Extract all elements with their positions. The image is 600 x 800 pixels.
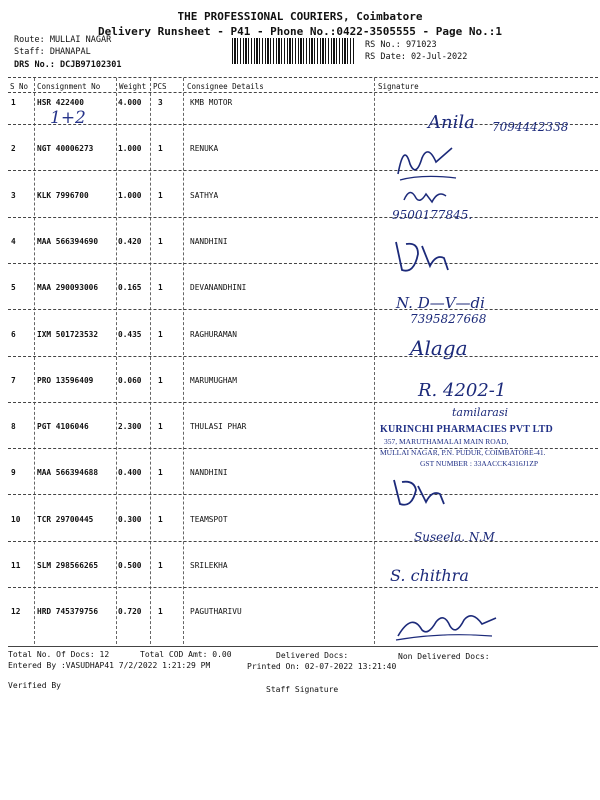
row8-signature: tamilarasi: [452, 406, 508, 419]
row-consignment-no: MAA 290093006: [37, 283, 99, 293]
row-sno: 4: [11, 236, 16, 246]
company-title: THE PROFESSIONAL COURIERS, Coimbatore: [177, 10, 423, 23]
row-consignee-name: RAGHURAMAN: [190, 329, 237, 339]
row-sno: 1: [11, 98, 16, 107]
row-consignment-no: SLM 298566265: [37, 561, 99, 570]
printed-on: Printed On: 02-07-2022 13:21:40: [247, 662, 397, 671]
row-weight: 0.435: [118, 329, 142, 339]
row-separator: [8, 263, 598, 264]
row-consignee-name: TEAMSPOT: [190, 514, 228, 524]
rs-date: RS Date: 02-Jul-2022: [365, 52, 468, 62]
row10-signature: Suseela. N.M: [414, 530, 495, 544]
col-divider: [150, 78, 151, 644]
row-consignment-no: MAA 566394688: [37, 468, 99, 478]
row3-phone: 9500177845.: [392, 208, 473, 222]
row-sno: 3: [11, 190, 16, 200]
col-consignee-header: Consignee Details: [187, 82, 264, 91]
row-consignment-no: KLK 7996700: [37, 190, 89, 200]
row-consignment-no: PGT 4106046: [37, 422, 89, 432]
row-sno: 7: [11, 375, 16, 385]
table-bottom-rule: [8, 646, 598, 647]
row-weight: 0.300: [118, 514, 142, 524]
row-weight: 0.720: [118, 607, 142, 617]
col-divider: [183, 78, 184, 644]
row-pcs: 3: [158, 98, 163, 107]
stamp-company-name: KURINCHI PHARMACIES PVT LTD: [380, 424, 553, 435]
row-sno: 6: [11, 329, 16, 339]
row-sno: 2: [11, 144, 16, 154]
row-weight: 0.400: [118, 468, 142, 478]
staff-label: Staff: DHANAPAL: [14, 47, 91, 57]
col-sno-header: S No: [10, 82, 29, 91]
row-weight: 2.300: [118, 422, 142, 432]
row-sno: 5: [11, 283, 16, 293]
row-consignment-no: HSR 422400: [37, 98, 84, 107]
row-sno: 11: [11, 561, 21, 570]
stamp-gst-number: GST NUMBER : 33AACCK4316J1ZP: [420, 459, 539, 468]
row-separator: [8, 541, 598, 542]
col-divider: [116, 78, 117, 644]
col-divider: [34, 78, 35, 644]
row-consignee-name: NANDHINI: [190, 236, 228, 246]
col-signature-header: Signature: [378, 82, 419, 91]
row-weight: 0.060: [118, 375, 142, 385]
row-weight: 4.000: [118, 98, 142, 107]
row-separator: [8, 402, 598, 403]
row9-signature-scribble: [390, 476, 460, 510]
row1-signature: Anila: [428, 112, 475, 133]
row-consignee-name: THULASI PHAR: [190, 422, 247, 432]
row5-phone: 7395827668: [410, 312, 487, 326]
row1-phone: 7094442338: [492, 120, 569, 134]
col-consignment-header: Consignment No: [37, 82, 101, 91]
row5-signature: N. D—V—di: [396, 294, 485, 312]
delivered-docs: Delivered Docs:: [276, 651, 349, 660]
col-weight-header: Weight: [119, 82, 147, 91]
row-consignment-no: MAA 566394690: [37, 236, 99, 246]
row-sno: 12: [11, 607, 21, 617]
row12-signature-scribble: [392, 606, 502, 642]
row-weight: 1.000: [118, 190, 142, 200]
row-pcs: 1: [158, 422, 163, 432]
row1-handwritten-note: 1+2: [50, 108, 86, 128]
row-pcs: 1: [158, 514, 163, 524]
drs-number: DRS No.: DCJB97102301: [14, 60, 122, 70]
row-consignee-name: KMB MOTOR: [190, 98, 233, 107]
barcode: [232, 38, 354, 64]
stamp-address-line: MULLAI NAGAR, P.N. PUDUR, COIMBATORE-41.: [380, 448, 546, 457]
row-sno: 8: [11, 422, 16, 432]
table-header-rule: [8, 92, 598, 93]
row3-signature-scribble: [400, 182, 450, 208]
row-consignment-no: IXM 501723532: [37, 329, 99, 339]
row-consignee-name: SATHYA: [190, 190, 219, 200]
staff-signature-label: Staff Signature: [266, 685, 339, 694]
row11-signature: S. chithra: [390, 566, 469, 585]
row-separator: [8, 356, 598, 357]
total-cod-amount: Total COD Amt: 0.00: [140, 650, 232, 659]
company-stamp: [380, 424, 595, 468]
row-separator: [8, 217, 598, 218]
row-consignee-name: MARUMUGHAM: [190, 375, 237, 385]
row-pcs: 1: [158, 607, 163, 617]
row-consignment-no: PRO 13596409: [37, 375, 94, 385]
row-pcs: 1: [158, 375, 163, 385]
row2-signature-scribble: [392, 134, 462, 184]
route-label: Route: MULLAI NAGAR: [14, 35, 112, 45]
row-separator: [8, 494, 598, 495]
row-weight: 0.165: [118, 283, 142, 293]
runsheet-subtitle: Delivery Runsheet - P41 - Phone No.:0422-3505555 - Page No.:1: [98, 25, 502, 38]
row-pcs: 1: [158, 236, 163, 246]
row7-signature: R. 4202-1: [418, 380, 507, 401]
row-sno: 10: [11, 514, 21, 524]
row-consignment-no: NGT 40006273: [37, 144, 94, 154]
row-consignee-name: NANDHINI: [190, 468, 228, 478]
row4-signature-scribble: [392, 236, 462, 276]
stamp-address-line: 357, MARUTHAMALAI MAIN ROAD,: [384, 437, 509, 446]
row-consignee-name: SRILEKHA: [190, 561, 228, 570]
row-consignee-name: DEVANANDHINI: [190, 283, 247, 293]
row-consignment-no: TCR 29700445: [37, 514, 94, 524]
row-pcs: 1: [158, 329, 163, 339]
row-consignee-name: RENUKA: [190, 144, 219, 154]
col-pcs-header: PCS: [153, 82, 167, 91]
row-separator: [8, 587, 598, 588]
row-pcs: 1: [158, 190, 163, 200]
table-top-rule: [8, 77, 598, 78]
row6-signature: Alaga: [410, 336, 468, 360]
row-consignment-no: HRD 745379756: [37, 607, 99, 617]
row-weight: 0.500: [118, 561, 142, 570]
entered-by: Entered By :VASUDHAP41 7/2/2022 1:21:29 PM: [8, 661, 211, 670]
row-pcs: 1: [158, 561, 163, 570]
row-consignee-name: PAGUTHARIVU: [190, 607, 242, 617]
row-separator: [8, 170, 598, 171]
rs-number: RS No.: 971023: [365, 40, 437, 50]
verified-by: Verified By: [8, 681, 61, 690]
row-pcs: 1: [158, 468, 163, 478]
row-separator: [8, 309, 598, 310]
row-weight: 1.000: [118, 144, 142, 154]
row-pcs: 1: [158, 283, 163, 293]
row-weight: 0.420: [118, 236, 142, 246]
non-delivered-docs: Non Delivered Docs:: [398, 652, 490, 661]
row-pcs: 1: [158, 144, 163, 154]
total-docs: Total No. Of Docs: 12: [8, 650, 110, 659]
row-sno: 9: [11, 468, 16, 478]
col-divider: [374, 78, 375, 644]
